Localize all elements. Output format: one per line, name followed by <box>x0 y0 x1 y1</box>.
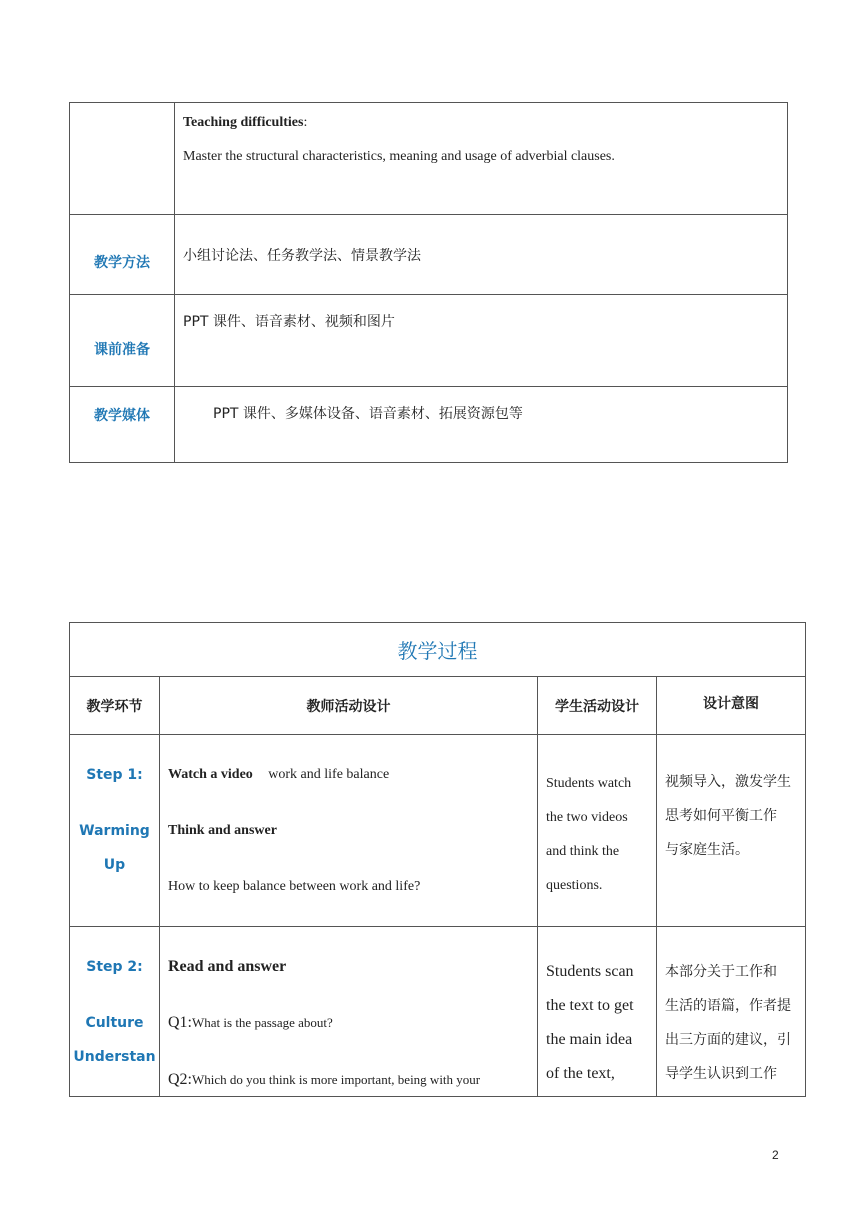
step1-watch-topic: work and life balance <box>268 767 390 782</box>
q1-text: What is the passage about? <box>192 1015 333 1030</box>
teaching-method-label: 教学方法 <box>94 254 150 271</box>
step1-intent-line: 视频导入，激发学生 <box>665 774 791 790</box>
step1-row <box>70 735 806 927</box>
media-label: 教学媒体 <box>94 408 150 424</box>
step2-intent-line: 生活的语篇，作者提 <box>665 998 791 1014</box>
step1-student-cell <box>538 735 657 927</box>
media-row <box>70 387 788 463</box>
step1-intent-line: 思考如何平衡工作 <box>665 808 777 824</box>
step2-student-line: Students scan <box>546 963 634 980</box>
process-header-row <box>70 677 806 735</box>
step1-label-cell <box>70 735 160 927</box>
header-teacher-activity: 教师活动设计 <box>160 677 538 735</box>
teaching-method-content: 小组讨论法、任务教学法、情景教学法 <box>183 248 421 264</box>
step1-student-line: questions. <box>546 878 603 893</box>
step2-intent-line: 本部分关于工作和 <box>665 964 777 980</box>
q2-text: Which do you think is more important, being with your <box>192 1072 481 1087</box>
preparation-content: PPT 课件、语音素材、视频和图片 <box>183 314 395 330</box>
step1-student-line: Students watch <box>546 776 632 791</box>
step2-label-number: Step 2: <box>86 959 143 975</box>
step2-read-heading: Read and answer <box>168 958 287 975</box>
teaching-method-row <box>70 215 788 295</box>
teaching-difficulties-heading: Teaching difficulties <box>183 115 304 130</box>
step2-teacher-cell <box>160 927 538 1097</box>
header-stage: 教学环节 <box>70 677 160 735</box>
step1-question: How to keep balance between work and life? <box>168 879 421 894</box>
step2-label-name: Culture <box>85 1015 144 1031</box>
teaching-difficulties-row <box>70 103 788 215</box>
header-design-intent: 设计意图 <box>657 677 806 735</box>
step1-intent-line: 与家庭生活。 <box>665 842 749 858</box>
step2-label-name-cont: Understan <box>73 1049 156 1065</box>
process-title: 教学过程 <box>397 639 478 663</box>
teaching-difficulties-cell <box>175 103 788 215</box>
step2-q2 <box>168 1070 529 1091</box>
step1-student-line: and think the <box>546 844 620 859</box>
preparation-label: 课前准备 <box>94 342 150 358</box>
step1-teacher-cell <box>160 735 538 927</box>
q2-prefix: Q2: <box>168 1071 192 1088</box>
step2-intent-cell <box>657 927 806 1097</box>
teaching-process-table <box>69 622 806 1097</box>
step1-watch-heading: Watch a video <box>168 767 253 782</box>
q1-prefix: Q1: <box>168 1014 192 1031</box>
step2-intent-line: 导学生认识到工作 <box>665 1066 777 1082</box>
step1-think-heading: Think and answer <box>168 823 277 838</box>
step1-intent-cell <box>657 735 806 927</box>
page-number: 2 <box>772 1148 779 1162</box>
row-label-empty <box>70 103 175 215</box>
step2-student-line: the text to get <box>546 997 634 1014</box>
step2-intent-line: 出三方面的建议，引 <box>665 1032 791 1048</box>
step2-row <box>70 927 806 1097</box>
media-content: PPT 课件、多媒体设备、语音素材、拓展资源包等 <box>213 406 523 422</box>
step2-q1 <box>168 1013 529 1034</box>
process-title-row <box>70 623 806 677</box>
preparation-row <box>70 295 788 387</box>
teaching-info-table <box>69 102 788 463</box>
step1-student-line: the two videos <box>546 810 628 825</box>
step2-student-line: of the text, <box>546 1065 615 1082</box>
step2-student-cell <box>538 927 657 1097</box>
step1-label-name: Warming <box>79 823 150 839</box>
teaching-difficulties-body: Master the structural characteristics, meaning and usage of adverbial clauses. <box>183 149 615 164</box>
step1-label-name-cont: Up <box>103 857 126 873</box>
header-student-activity: 学生活动设计 <box>538 677 657 735</box>
step1-label-number: Step 1: <box>86 767 143 783</box>
heading-colon: : <box>303 115 308 130</box>
step2-student-line: the main idea <box>546 1031 633 1048</box>
step2-label-cell <box>70 927 160 1097</box>
